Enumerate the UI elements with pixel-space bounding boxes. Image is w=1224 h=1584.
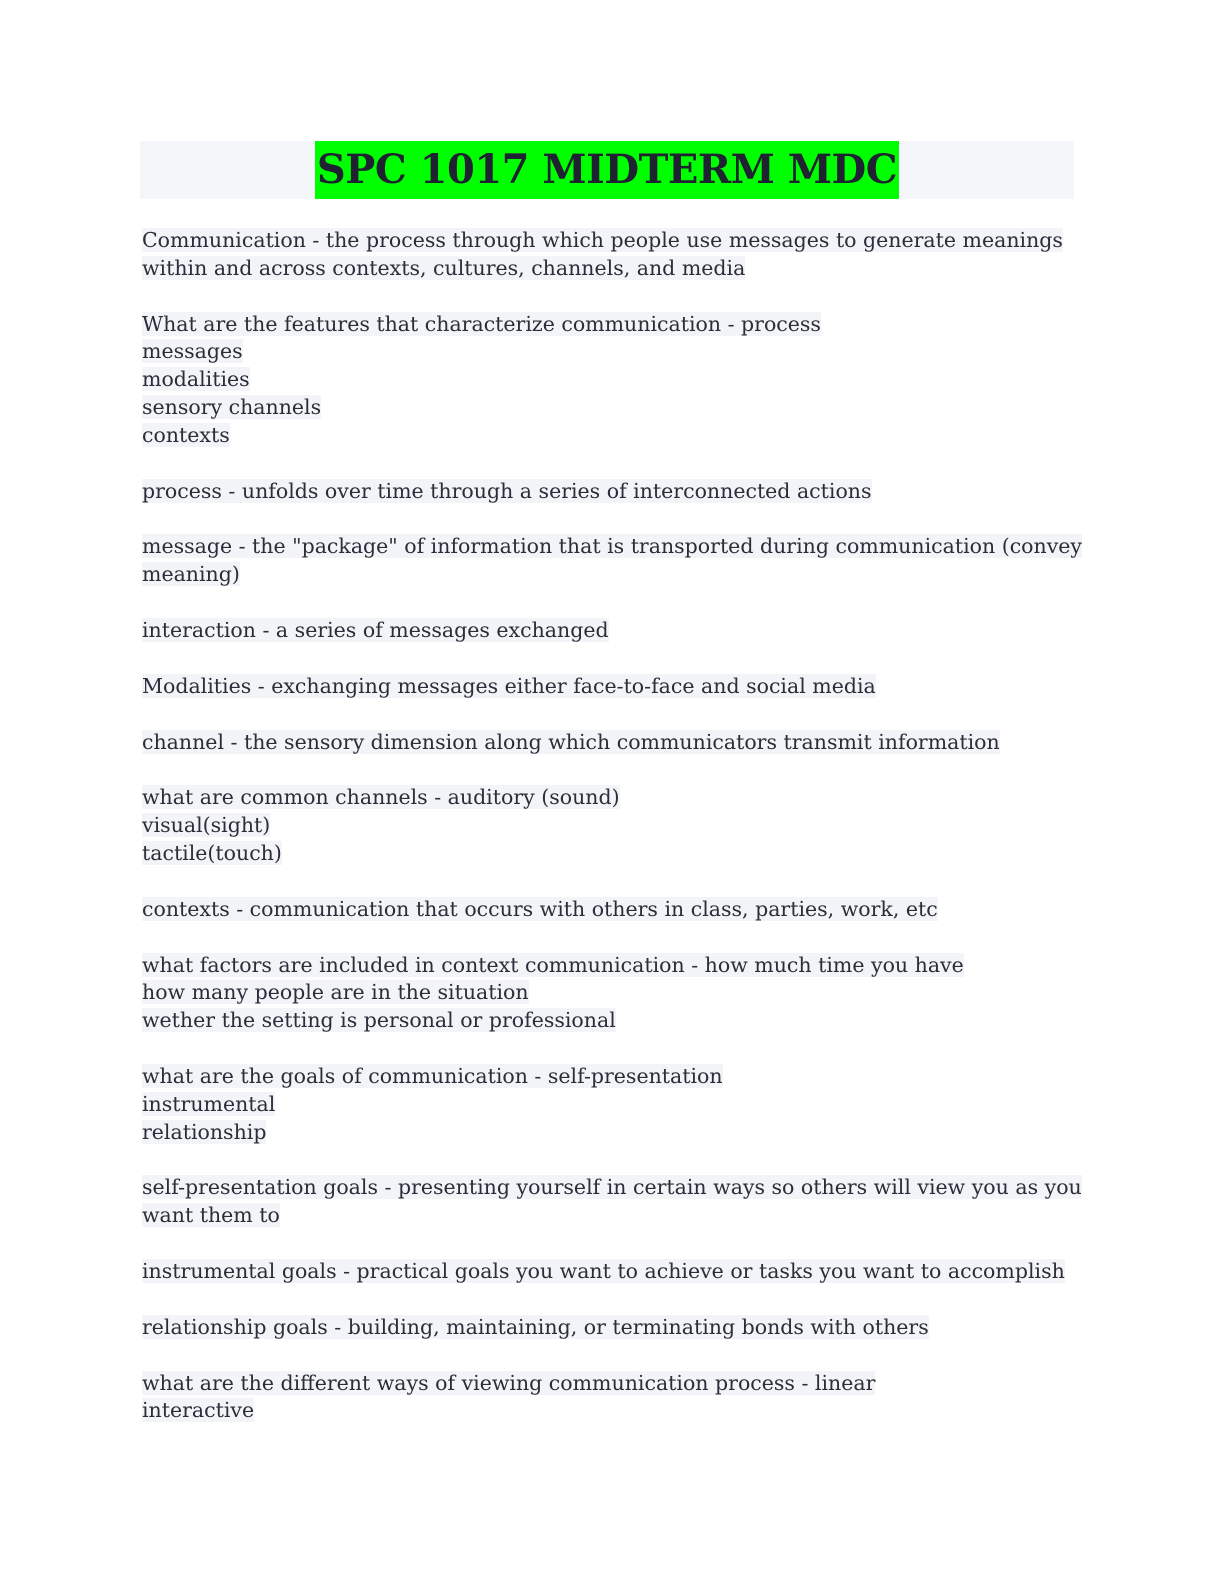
note-block-contexts <box>142 896 1082 924</box>
note-line: within and across contexts, cultures, channels, and media <box>142 255 746 280</box>
note-line: What are the features that characterize communication - process <box>142 311 821 336</box>
note-line: interaction - a series of messages exchanged <box>142 617 609 642</box>
note-line: channel - the sensory dimension along which communicators transmit information <box>142 729 1000 754</box>
note-line: how many people are in the situation <box>142 980 529 1005</box>
note-block-features <box>142 311 1082 450</box>
note-line: relationship <box>142 1119 267 1144</box>
note-block-interaction <box>142 617 1082 645</box>
note-block-self-presentation <box>142 1174 1082 1230</box>
note-block-channel <box>142 729 1082 757</box>
note-line: messages <box>142 339 243 364</box>
note-line: Modalities - exchanging messages either face-to-face and social media <box>142 673 876 698</box>
note-line: contexts - communication that occurs with others in class, parties, work, etc <box>142 896 938 921</box>
note-line: self-presentation goals - presenting yourself in certain ways so others will view you as you <box>142 1175 1082 1200</box>
note-line: wether the setting is personal or professional <box>142 1008 616 1033</box>
note-line: what are the different ways of viewing communication process - linear <box>142 1370 876 1395</box>
note-block-relationship <box>142 1314 1082 1342</box>
note-block-common-channels <box>142 784 1082 867</box>
note-line: instrumental goals - practical goals you want to achieve or tasks you want to accomplish <box>142 1258 1065 1283</box>
note-block-message <box>142 533 1082 589</box>
page-title: SPC 1017 MIDTERM MDC <box>315 141 899 199</box>
note-line: what are common channels - auditory (sound) <box>142 785 620 810</box>
note-line: relationship goals - building, maintaining, or terminating bonds with others <box>142 1314 929 1339</box>
note-block-process <box>142 478 1082 506</box>
note-block-modalities <box>142 673 1082 701</box>
note-line: want them to <box>142 1203 280 1228</box>
note-line: what factors are included in context communication - how much time you have <box>142 952 964 977</box>
note-line: message - the "package" of information that is transported during communication (convey <box>142 534 1083 559</box>
note-line: instrumental <box>142 1091 276 1116</box>
note-line: visual(sight) <box>142 813 271 838</box>
note-line: sensory channels <box>142 394 322 419</box>
note-block-communication <box>142 227 1082 283</box>
note-line: tactile(touch) <box>142 840 282 865</box>
note-line: meaning) <box>142 562 240 587</box>
note-block-goals <box>142 1063 1082 1146</box>
note-line: interactive <box>142 1398 255 1423</box>
note-block-instrumental <box>142 1258 1082 1286</box>
note-line: process - unfolds over time through a series of interconnected actions <box>142 478 872 503</box>
note-block-viewing-process <box>142 1370 1082 1426</box>
note-line: contexts <box>142 422 230 447</box>
note-line: what are the goals of communication - self-presentation <box>142 1063 723 1088</box>
note-line: modalities <box>142 367 250 392</box>
title-band <box>140 141 1074 199</box>
note-line: Communication - the process through which people use messages to generate meanings <box>142 228 1063 252</box>
notes-body <box>142 227 1082 1453</box>
note-block-context-factors <box>142 952 1082 1035</box>
